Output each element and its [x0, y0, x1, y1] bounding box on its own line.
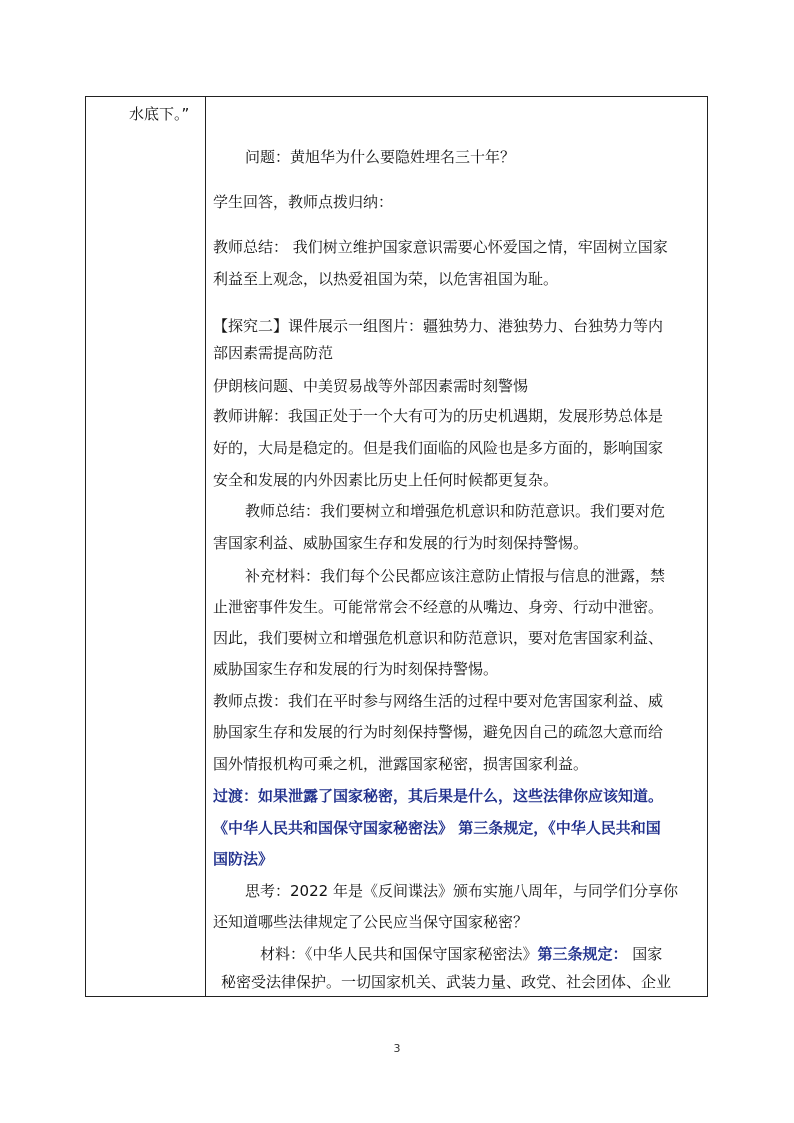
text-line: 伊朗核问题、中美贸易战等外部因素需时刻警惕 — [213, 377, 529, 395]
column-divider — [205, 97, 206, 996]
text-line: 教师总结：我们要树立和增强危机意识和防范意识。我们要对危 — [245, 502, 666, 520]
text-line: 国外情报机构可乘之机，泄露国家秘密，损害国家利益。 — [213, 755, 589, 773]
law-title-line: 国防法》 — [213, 850, 274, 868]
text-line: 教师讲解：我国正处于一个大有可为的历史机遇期，发展形势总体是 — [213, 407, 664, 425]
material-line — [260, 944, 662, 964]
text-line: 部因素需提高防范 — [213, 344, 334, 362]
law-title-line: 《中华人民共和国保守国家秘密法》 第三条规定，《中华人民共和国 — [213, 819, 661, 837]
text-line: 胁国家生存和发展的行为时刻保持警惕，避免因自己的疏忽大意而给 — [213, 723, 664, 741]
question-line: 问题：黄旭华为什么要隐姓埋名三十年？ — [245, 148, 516, 166]
text-line: 教师点拨：我们在平时参与网络生活的过程中要对危害国家利益、威 — [213, 692, 664, 710]
material-text: 材料：《中华人民共和国保守国家秘密法》 — [260, 945, 538, 963]
text-line: 思考：2022 年是《反间谍法》颁布实施八周年，与同学们分享你 — [245, 882, 678, 900]
text-line: 还知道哪些法律规定了公民应当保守国家秘密？ — [213, 913, 529, 931]
text-line: 因此，我们要树立和增强危机意识和防范意识，要对危害国家利益、 — [213, 629, 664, 647]
text-line: 好的，大局是稳定的。但是我们面临的风险也是多方面的，影响国家 — [213, 439, 664, 457]
text-line: 学生回答，教师点拨归纳： — [213, 193, 394, 211]
text-line: 利益至上观念，以热爱祖国为荣，以危害祖国为耻。 — [213, 270, 559, 288]
text-line: 补充材料：我们每个公民都应该注意防止情报与信息的泄露，禁 — [245, 567, 666, 585]
article-label: 第三条规定： — [537, 945, 628, 963]
text-line: 安全和发展的内外因素比历史上任何时候都更复杂。 — [213, 471, 559, 489]
text-line: 教师总结： 我们树立维护国家意识需要心怀爱国之情，牢固树立国家 — [213, 238, 668, 256]
page-number: 3 — [393, 1042, 401, 1055]
material-text-tail: 国家 — [627, 945, 663, 963]
text-line: 威胁国家生存和发展的行为时刻保持警惕。 — [213, 660, 499, 678]
inquiry-heading: 【探究二】课件展示一组图片：疆独势力、港独势力、台独势力等内 — [213, 317, 664, 335]
text-line: 秘密受法律保护。一切国家机关、武装力量、政党、社会团体、企业 — [221, 973, 672, 991]
text-line: 止泄密事件发生。可能常常会不经意的从嘴边、身旁、行动中泄密。 — [213, 598, 664, 616]
text-line: 害国家利益、威胁国家生存和发展的行为时刻保持警惕。 — [213, 534, 589, 552]
transition-line: 过渡：如果泄露了国家秘密，其后果是什么，这些法律你应该知道。 — [213, 787, 664, 805]
text-line: 水底下。” — [129, 105, 190, 123]
